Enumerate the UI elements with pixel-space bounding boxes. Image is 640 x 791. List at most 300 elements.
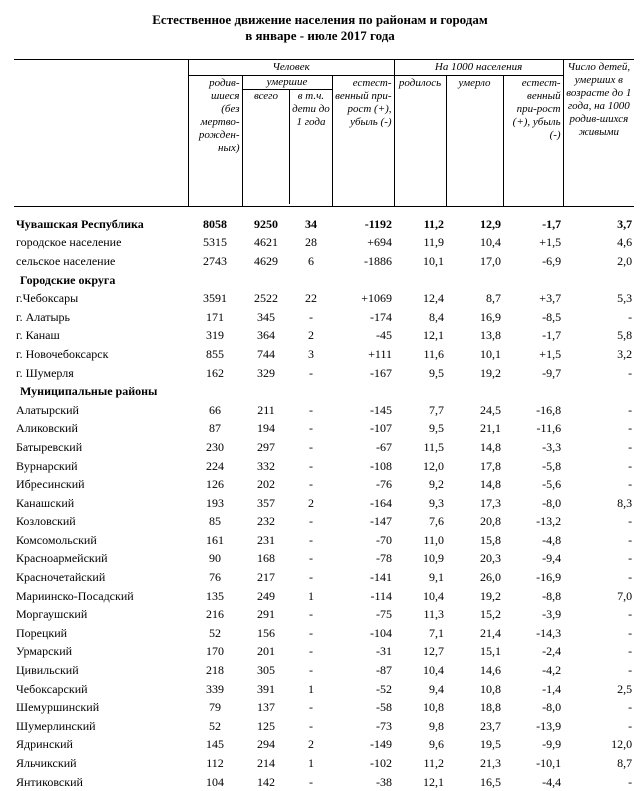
died-rate-cell: 15,2 [480,607,502,622]
died-infants-cell: 2 [308,495,314,510]
infant-rate-cell: 3,7 [617,216,633,231]
born-cell: 90 [209,551,221,566]
died-infants-cell: 1 [308,588,314,603]
natural-cell: -102 [370,756,393,771]
header-natural: естест-венный при-рост (+), убыль (-) [332,76,394,207]
region-name-cell: Мариинско-Посадский [16,588,134,603]
died-infants-cell: - [309,402,313,417]
region-name-cell: городское население [16,235,122,250]
died-infants-cell: 2 [308,737,314,752]
infant-rate-cell: - [628,532,633,547]
natural-rate-cell: -9,4 [542,551,562,566]
region-name-cell: Цивильский [16,663,79,678]
region-name-cell: Ядринский [16,737,73,752]
natural-cell: +694 [367,235,393,250]
died-rate-cell: 20,3 [480,551,502,566]
region-name-cell: Шумерлинский [16,718,96,733]
natural-rate-cell: -8,8 [542,588,562,603]
died-infants-cell: - [309,439,313,454]
born-rate-cell: 10,4 [423,588,445,603]
died-total-cell: 214 [257,756,275,771]
natural-cell: -52 [376,681,393,696]
infant-rate-cell: - [628,421,633,436]
died-total-cell: 201 [257,644,275,659]
natural-cell: -164 [370,495,393,510]
died-rate-cell: 16,5 [480,774,502,789]
died-total-cell: 249 [257,588,275,603]
died-infants-cell: - [309,551,313,566]
section-row [14,382,634,401]
table-row [14,215,634,234]
died-infants-cell: 1 [308,681,314,696]
died-rate-cell: 19,2 [480,365,502,380]
table-row [14,643,634,662]
born-cell: 66 [209,402,221,417]
infant-rate-cell: 5,8 [617,328,633,343]
table-row [14,289,634,308]
natural-cell: -1886 [364,253,393,268]
natural-rate-cell: -4,4 [542,774,562,789]
born-rate-cell: 12,1 [423,774,445,789]
died-total-cell: 137 [257,700,275,715]
table-row [14,401,634,420]
born-rate-cell: 9,5 [429,421,445,436]
died-total-cell: 4621 [254,235,278,250]
region-name-cell: г.Чебоксары [16,291,79,306]
died-rate-cell: 19,2 [480,588,502,603]
region-name-cell: Канашский [16,495,75,510]
table-row [14,624,634,643]
died-rate-cell: 10,1 [480,346,502,361]
table-row [14,680,634,699]
natural-rate-cell: -4,8 [542,532,562,547]
natural-rate-cell: -1,7 [542,328,562,343]
header-people: Человек [188,60,394,76]
region-name-cell: Чувашская Республика [16,216,144,231]
died-total-cell: 294 [257,737,275,752]
table-row [14,420,634,439]
natural-rate-cell: -14,3 [536,625,562,640]
died-infants-cell: - [309,458,313,473]
died-infants-cell: - [309,663,313,678]
natural-rate-cell: -5,8 [542,458,562,473]
infant-rate-cell: - [628,700,633,715]
natural-rate-cell: -10,1 [536,756,562,771]
region-name-cell: сельское население [16,253,116,268]
died-rate-cell: 21,3 [480,756,502,771]
born-cell: 161 [206,532,224,547]
title-line-2: в январе - июле 2017 года [245,28,395,43]
header-infant-rate: Число детей, умерших в возрасте до 1 года, на 1000 родив-шихся живыми [563,60,634,207]
born-cell: 218 [206,663,224,678]
born-cell: 162 [206,365,224,380]
natural-rate-cell: -16,8 [536,402,562,417]
born-rate-cell: 11,2 [423,756,445,771]
died-infants-cell: 3 [308,346,314,361]
born-cell: 76 [209,570,221,585]
born-cell: 170 [206,644,224,659]
table-row [14,327,634,346]
infant-rate-cell: - [628,477,633,492]
natural-cell: -1192 [364,216,393,231]
born-cell: 5315 [203,235,227,250]
died-infants-cell: - [309,532,313,547]
died-infants-cell: 34 [305,216,317,231]
born-rate-cell: 9,2 [429,477,445,492]
born-rate-cell: 11,2 [423,216,445,231]
born-rate-cell: 9,5 [429,365,445,380]
infant-rate-cell: - [628,514,633,529]
natural-rate-cell: -1,4 [542,681,562,696]
natural-rate-cell: -11,6 [536,421,562,436]
natural-cell: -70 [376,532,393,547]
table-row [14,513,634,532]
table-row [14,438,634,457]
region-name-cell: г. Алатырь [16,309,71,324]
born-cell: 193 [206,495,224,510]
died-infants-cell: - [309,570,313,585]
born-rate-cell: 12,7 [423,644,445,659]
table-row [14,494,634,513]
natural-cell: -174 [370,309,393,324]
died-rate-cell: 14,8 [480,477,502,492]
died-infants-cell: 28 [305,235,317,250]
died-rate-cell: 26,0 [480,570,502,585]
table-row [14,457,634,476]
natural-rate-cell: +3,7 [539,291,562,306]
died-total-cell: 168 [257,551,275,566]
page-title [0,12,640,44]
died-total-cell: 217 [257,570,275,585]
died-rate-cell: 10,4 [480,235,502,250]
table-row [14,754,634,773]
born-rate-cell: 11,0 [423,532,445,547]
table-row [14,698,634,717]
died-total-cell: 211 [257,402,275,417]
died-total-cell: 2522 [254,291,278,306]
table-row [14,364,634,383]
died-total-cell: 4629 [254,253,278,268]
natural-rate-cell: +1,5 [539,235,562,250]
table-row [14,550,634,569]
region-name-cell: Янтиковский [16,774,83,789]
table-row [14,308,634,327]
died-total-cell: 232 [257,514,275,529]
died-infants-cell: - [309,477,313,492]
spacer-cell [14,207,634,216]
born-cell: 104 [206,774,224,789]
header-natural-rate: естест-венный при-рост (+), убыль (-) [503,76,563,207]
died-infants-cell: 1 [308,756,314,771]
born-rate-cell: 11,9 [423,235,445,250]
born-cell: 216 [206,607,224,622]
natural-rate-cell: -16,9 [536,570,562,585]
born-cell: 230 [206,439,224,454]
infant-rate-cell: - [628,663,633,678]
died-rate-cell: 12,9 [480,216,502,231]
natural-rate-cell: -8,0 [542,495,562,510]
born-rate-cell: 9,1 [429,570,445,585]
natural-rate-cell: -8,5 [542,309,562,324]
born-cell: 171 [206,309,224,324]
region-name-cell: Чебоксарский [16,681,88,696]
born-rate-cell: 11,6 [423,346,445,361]
infant-rate-cell: - [628,402,633,417]
born-cell: 87 [209,421,221,436]
natural-rate-cell: +1,5 [539,346,562,361]
table-row [14,234,634,253]
natural-cell: -78 [376,551,393,566]
infant-rate-cell: - [628,458,633,473]
died-infants-cell: - [309,421,313,436]
table-row [14,568,634,587]
born-cell: 855 [206,346,224,361]
infant-rate-cell: - [628,439,633,454]
section-heading: Городские округа [20,272,116,287]
region-name-cell: Комсомольский [16,532,97,547]
natural-cell: -73 [376,718,393,733]
region-name-cell: Порецкий [16,625,68,640]
infant-rate-cell: 2,0 [617,253,633,268]
infant-rate-cell: - [628,607,633,622]
died-rate-cell: 17,8 [480,458,502,473]
born-rate-cell: 10,9 [423,551,445,566]
died-total-cell: 202 [257,477,275,492]
natural-rate-cell: -3,9 [542,607,562,622]
died-infants-cell: - [309,644,313,659]
died-rate-cell: 8,7 [486,291,502,306]
died-rate-cell: 17,3 [480,495,502,510]
region-name-cell: Красночетайский [16,570,106,585]
died-rate-cell: 23,7 [480,718,502,733]
region-name-cell: Красноармейский [16,551,108,566]
died-total-cell: 744 [257,346,275,361]
natural-cell: -141 [370,570,393,585]
population-table [14,59,634,791]
table-row [14,587,634,606]
died-total-cell: 357 [257,495,275,510]
region-name-cell: Батыревский [16,439,83,454]
died-total-cell: 142 [257,774,275,789]
born-rate-cell: 10,8 [423,700,445,715]
region-name-cell: Шемуршинский [16,700,100,715]
died-total-cell: 156 [257,625,275,640]
region-name-cell: г. Шумерля [16,365,74,380]
header-blank-2 [14,76,188,207]
title-line-1: Естественное движение населения по районам и городам [152,12,488,27]
region-name-cell: Козловский [16,514,76,529]
natural-cell: -87 [376,663,393,678]
born-cell: 52 [209,625,221,640]
region-name-cell: Алатырский [16,402,79,417]
died-rate-cell: 24,5 [480,402,502,417]
born-rate-cell: 9,8 [429,718,445,733]
natural-cell: +1069 [361,291,393,306]
header-born-rate: родилось [394,76,446,207]
header-per1000: На 1000 населения [394,60,563,76]
born-cell: 85 [209,514,221,529]
natural-cell: -38 [376,774,393,789]
natural-cell: -76 [376,477,393,492]
natural-cell: -45 [376,328,393,343]
table-body [14,207,634,791]
natural-rate-cell: -9,9 [542,737,562,752]
table-row [14,736,634,755]
died-rate-cell: 14,6 [480,663,502,678]
born-cell: 79 [209,700,221,715]
died-rate-cell: 15,8 [480,532,502,547]
died-total-cell: 9250 [254,216,278,231]
born-rate-cell: 9,6 [429,737,445,752]
died-infants-cell: - [309,774,313,789]
died-rate-cell: 21,1 [480,421,502,436]
spacer-row [14,207,634,216]
born-rate-cell: 7,6 [429,514,445,529]
natural-rate-cell: -6,9 [542,253,562,268]
infant-rate-cell: 2,5 [617,681,633,696]
died-infants-cell: - [309,607,313,622]
natural-cell: -75 [376,607,393,622]
region-name-cell: Ибресинский [16,477,85,492]
died-rate-cell: 20,8 [480,514,502,529]
died-total-cell: 125 [257,718,275,733]
region-name-cell: Яльчикский [16,756,77,771]
born-cell: 319 [206,328,224,343]
born-rate-cell: 10,4 [423,663,445,678]
table-row [14,475,634,494]
died-infants-cell: 22 [305,291,317,306]
born-cell: 2743 [203,253,227,268]
infant-rate-cell: 4,6 [617,235,633,250]
header-blank [14,60,188,76]
died-infants-cell: 2 [308,328,314,343]
infant-rate-cell: - [628,644,633,659]
born-rate-cell: 9,4 [429,681,445,696]
infant-rate-cell: - [628,625,633,640]
table-row [14,252,634,271]
born-cell: 135 [206,588,224,603]
died-rate-cell: 17,0 [480,253,502,268]
born-cell: 126 [206,477,224,492]
born-rate-cell: 11,3 [423,607,445,622]
natural-cell: -145 [370,402,393,417]
infant-rate-cell: 5,3 [617,291,633,306]
header-died: умершие [243,76,332,90]
table-row [14,773,634,791]
infant-rate-cell: 3,2 [617,346,633,361]
infant-rate-cell: - [628,718,633,733]
region-name-cell: г. Новочебоксарск [16,346,109,361]
died-total-cell: 305 [257,663,275,678]
died-total-cell: 329 [257,365,275,380]
born-rate-cell: 7,7 [429,402,445,417]
region-name-cell: Аликовский [16,421,78,436]
born-rate-cell: 12,1 [423,328,445,343]
table-row [14,531,634,550]
died-total-cell: 194 [257,421,275,436]
region-name-cell: г. Канаш [16,328,60,343]
died-rate-cell: 15,1 [480,644,502,659]
infant-rate-cell: 12,0 [611,737,633,752]
table-row [14,661,634,680]
table-row [14,605,634,624]
natural-cell: -149 [370,737,393,752]
header-died-total: всего [253,90,278,102]
died-infants-cell: - [309,700,313,715]
born-cell: 145 [206,737,224,752]
infant-rate-cell: - [628,309,633,324]
died-total-cell: 231 [257,532,275,547]
natural-cell: +111 [368,346,393,361]
natural-rate-cell: -3,3 [542,439,562,454]
header-born: родив-шиеся (без мертво-рожден-ных) [188,76,242,207]
natural-rate-cell: -13,2 [536,514,562,529]
died-total-cell: 391 [257,681,275,696]
infant-rate-cell: - [628,774,633,789]
natural-rate-cell: -4,2 [542,663,562,678]
born-cell: 52 [209,718,221,733]
born-rate-cell: 9,3 [429,495,445,510]
table-row [14,717,634,736]
natural-cell: -147 [370,514,393,529]
natural-rate-cell: -2,4 [542,644,562,659]
region-name-cell: Урмарский [16,644,73,659]
died-rate-cell: 21,4 [480,625,502,640]
natural-cell: -114 [370,588,393,603]
born-rate-cell: 11,5 [423,439,445,454]
died-total-cell: 332 [257,458,275,473]
born-cell: 339 [206,681,224,696]
born-cell: 8058 [203,216,227,231]
died-rate-cell: 18,8 [480,700,502,715]
natural-rate-cell: -9,7 [542,365,562,380]
infant-rate-cell: - [628,570,633,585]
died-total-cell: 297 [257,439,275,454]
died-infants-cell: - [309,514,313,529]
born-cell: 3591 [203,291,227,306]
born-cell: 224 [206,458,224,473]
natural-cell: -107 [370,421,393,436]
died-infants-cell: - [309,365,313,380]
table-row [14,345,634,364]
natural-rate-cell: -13,9 [536,718,562,733]
natural-cell: -104 [370,625,393,640]
natural-rate-cell: -5,6 [542,477,562,492]
natural-cell: -167 [370,365,393,380]
natural-cell: -58 [376,700,393,715]
born-rate-cell: 12,0 [423,458,445,473]
natural-cell: -67 [376,439,393,454]
born-rate-cell: 7,1 [429,625,445,640]
died-rate-cell: 14,8 [480,439,502,454]
born-rate-cell: 12,4 [423,291,445,306]
died-infants-cell: - [309,718,313,733]
header-died-infants: в т.ч. дети до 1 года [289,90,331,204]
died-rate-cell: 10,8 [480,681,502,696]
died-rate-cell: 13,8 [480,328,502,343]
died-rate-cell: 16,9 [480,309,502,324]
died-infants-cell: - [309,625,313,640]
infant-rate-cell: 8,3 [617,495,633,510]
header-died-rate: умерло [446,76,503,207]
natural-rate-cell: -1,7 [542,216,562,231]
born-rate-cell: 8,4 [429,309,445,324]
died-infants-cell: - [309,309,313,324]
section-heading: Муниципальные районы [20,384,158,399]
infant-rate-cell: - [628,551,633,566]
infant-rate-cell: 7,0 [617,588,633,603]
natural-cell: -31 [376,644,393,659]
